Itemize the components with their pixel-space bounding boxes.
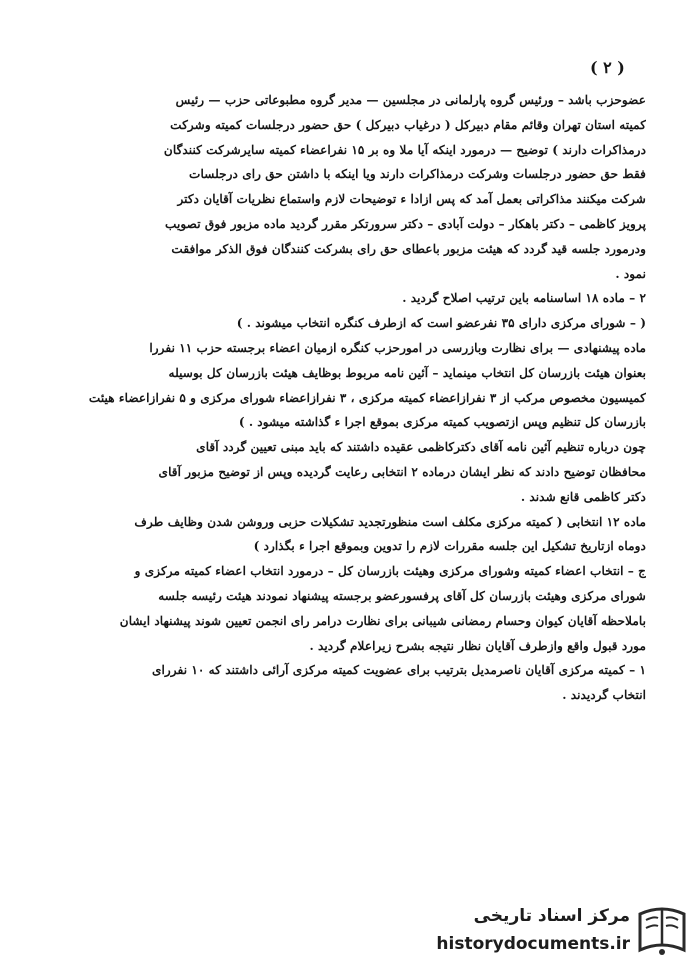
text-line: مورد قبول واقع وازطرف آقایان نظار نتیجه بشرح زیراعلام گردید . bbox=[309, 638, 646, 653]
text-line: ماده پیشنهادی — برای نظارت وبازرسی در امورحزب کنگره ازمیان اعضاء برجسته حزب ۱۱ نفررا bbox=[149, 340, 646, 355]
text-line: ( – شورای مرکزی دارای ۳۵ نفرعضو است که ازطرف کنگره انتخاب میشوند . ) bbox=[236, 316, 646, 331]
page-number: ( ۲ ) bbox=[590, 58, 625, 77]
watermark-url: historydocuments.ir bbox=[436, 934, 630, 954]
text-line: ودرمورد جلسه قید گردد که هیئت مزبور باعطای حق رای بشرکت کنندگان فوق الذکر موافقت bbox=[171, 241, 646, 256]
text-line: چون درباره تنظیم آئین نامه آقای دکترکاظمی عقیده داشتند که باید مبنی تعیین گردد آقای bbox=[196, 440, 646, 455]
text-line: نمود . bbox=[615, 266, 646, 281]
text-line: ج – انتخاب اعضاء کمیته وشورای مرکزی وهیئت بازرسان کل – درمورد انتخاب اعضاء کمیته مرکزی و bbox=[134, 564, 646, 579]
text-line: دوماه ازتاریخ تشکیل این جلسه مقررات لازم را تدوین وبموقع اجرا ء بگذارد ) bbox=[253, 539, 646, 554]
text-line: شرکت میکنند مذاکراتی بعمل آمد که پس ازادا ء توضیحات لازم واستماع نظریات آقایان دکتر bbox=[177, 192, 646, 207]
text-line: کمیته استان تهران وقائم مقام دبیرکل ( درغیاب دبیرکل ) حق حضور درجلسات کمیته وشرکت bbox=[170, 117, 646, 132]
text-line: دکتر کاظمی قانع شدند . bbox=[520, 489, 646, 504]
text-line: پرویز کاظمی – دکتر باهکار – دولت آبادی – دکتر سرورتکر مقرر گردید ماده مزبور فوق تصویب bbox=[165, 216, 646, 231]
text-line: عضوحزب باشد – ورئیس گروه پارلمانی در مجلسین — مدیر گروه مطبوعاتی حزب — رئیس bbox=[175, 93, 646, 107]
text-line: فقط حق حضور درجلسات وشرکت درمذاکرات دارند ویا اینکه با داشتن حق رای درجلسات bbox=[189, 167, 646, 182]
document-body bbox=[86, 88, 646, 708]
text-line: بازرسان کل تنظیم وپس ازتصویب کمیته مرکزی بموقع اجرا ء گذاشته میشود . ) bbox=[238, 415, 646, 430]
text-line: کمیسیون مخصوص مرکب از ۳ نفرازاعضاء کمیته مرکزی ، ۳ نفرازاعضاء شورای مرکزی و ۵ نفرازاعضاء هیئت bbox=[88, 390, 646, 405]
text-line: شورای مرکزی وهیئت بازرسان کل آقای پرفسورعضو برجسته پیشنهاد نمودند هیئت رئیسه جلسه bbox=[158, 588, 646, 603]
book-emblem-icon bbox=[636, 904, 688, 958]
text-line: ۲ – ماده ۱۸ اساسنامه باین ترتیب اصلاح گردید . bbox=[402, 291, 646, 306]
text-line: ۱ – کمیته مرکزی آقایان ناصرمدیل بترتیب برای عضویت کمیته مرکزی آرائی داشتند که ۱۰ نفررای bbox=[152, 663, 646, 678]
text-line: باملاحظه آقایان کیوان وحسام رمضانی شیبانی برای نظارت درامر رای انجمن تعیین شوند پیشنهاد ایشان bbox=[119, 613, 646, 628]
watermark bbox=[404, 900, 694, 962]
text-line: ماده ۱۲ انتخابی ( کمیته مرکزی مکلف است منظورتجدید تشکیلات حزبی وروشن شدن وظایف طرف bbox=[134, 514, 646, 529]
text-line: انتخاب گردیدند . bbox=[562, 688, 646, 703]
watermark-title: مرکز اسناد تاریخی bbox=[473, 906, 630, 926]
text-line: درمذاکرات دارند ) توضیح — درمورد اینکه آیا ملا وه بر ۱۵ نفراعضاء کمیته سایرشرکت کنندگان bbox=[163, 142, 646, 157]
text-line: بعنوان هیئت بازرسان کل انتخاب مینماید – آئین نامه مربوط بوظایف هیئت بازرسان کل بوسیله bbox=[168, 365, 646, 380]
text-line: محافظان توضیح دادند که نظر ایشان درماده ۲ انتخابی رعایت گردیده وپس از توضیح مزبور آقای bbox=[158, 464, 646, 479]
